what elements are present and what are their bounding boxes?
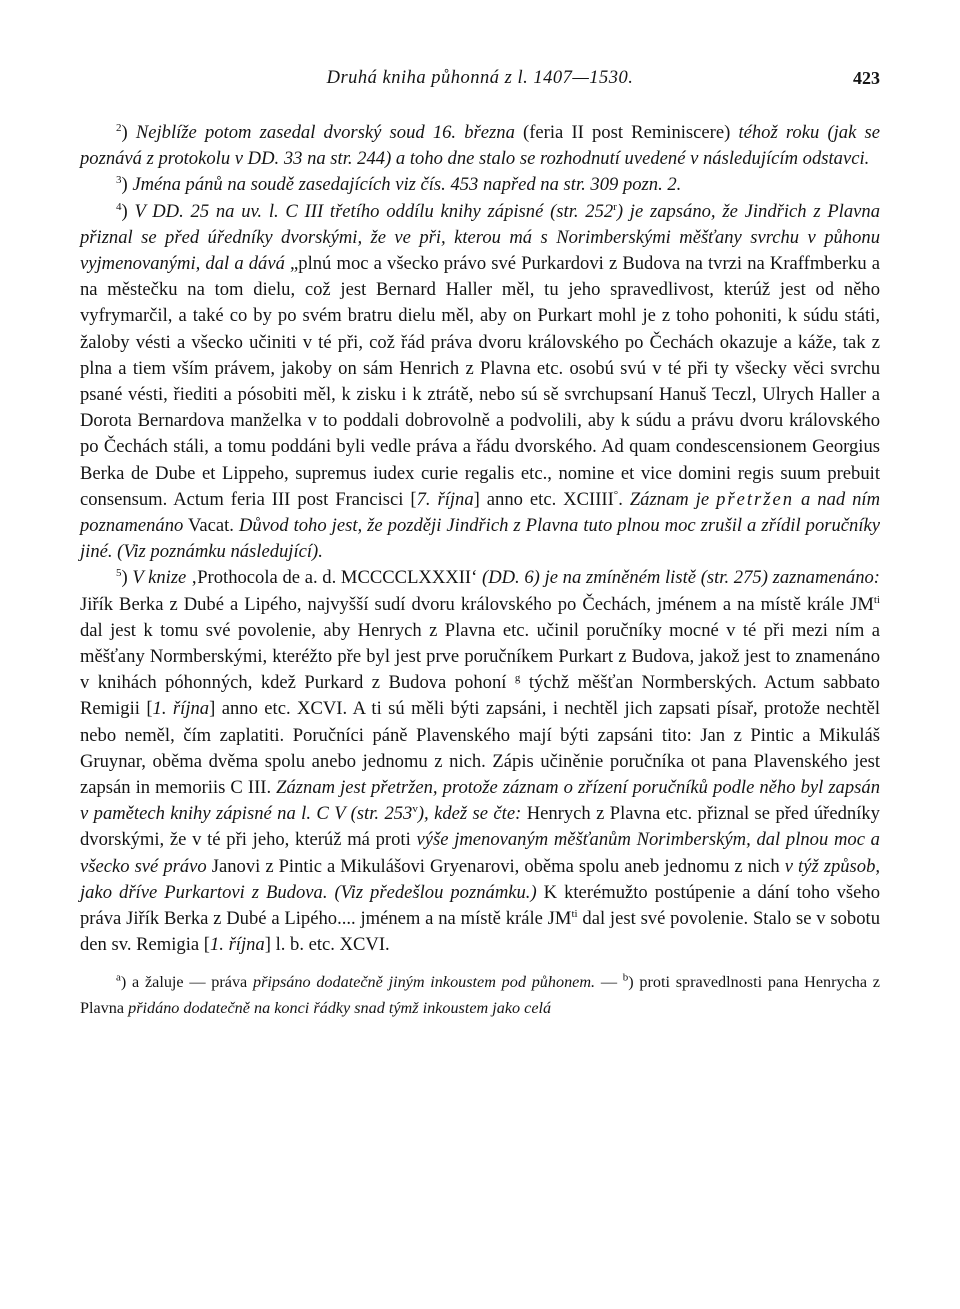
note-text: V knize — [132, 567, 187, 589]
quoted-record: ] l. b. etc. XCVI. — [264, 934, 390, 956]
note-text: ti — [571, 907, 578, 920]
date-note: 7. října — [416, 488, 474, 510]
note-text: . — [618, 488, 623, 510]
quoted-record: dal jest své povolenie. Stalo se v sobotu den sv. Remigia [ — [80, 908, 880, 956]
quoted-record: Janovi z Pintic a Mikulášovi Gryenarovi, oběma spolu aneb jednomu z nich — [211, 855, 780, 877]
footnote-mark: 2 — [116, 121, 122, 134]
note-text: Záznam je — [629, 488, 710, 510]
quoted-record: týchž měšťan Normberských. Actum sabbato Remigii [ — [80, 672, 880, 720]
quoted-record: „plnú moc a všecko právo své Purkardovi z Budova na tvrzi na Kraffmberku a na městečku na tom dielu, což jest Bernard Haller měl, tu jeho spravedlivost, kterúž jest od něho vyfrymarčil, a také co by po svém bratru dielu měl, aby on Purkart mohl je z toho pohoniti, k súdu státi, žaloby vésti a všecko učiniti v té při, což řád práva dvoru královského po Čechách okazuje a káže, tak z plna a tiem vším právem, jakoby on sám Henrich z Plavna etc. osobú svú v té při ty všecky věci svrchu psané vésti, řiediti a pósobiti měl, k zisku i k ztrátě, nebo sú sě svrchupsaní Hanuš Teczl, Ulrych Haller a Dorota Bernardova manželka v to poddali dobrovolně a podvolili, aby k súdu a právu dvoru královského po Čechách stáli, a tomu poddáni byli vedle práva a řádu dvorského. Ad quam condescensionem Georgius Berka de Dube et Lippeho, supremus iudex curie regalis etc., nomine et vice domini regis suum prebuit consensum. Actum feria III post Francisci [ — [80, 253, 881, 510]
note-text: (DD. 6) je na zmíněném listě (str. 275) zaznamenáno: — [482, 567, 881, 589]
page — [80, 68, 880, 1021]
quoted-record: K kterémužto postúpenie a dání toho všeho práva Jiřík Berka z Dubé a Lipého.... jménem a na místě krále JM — [80, 881, 881, 930]
footnote-4: $^4$) V DD. 25 na uv. l. C III třetího oddílu knihy zápisné (str. 252$^r$) je zapsáno, že Jindřich z Plavna přiznal se před úředníky dvorskými, že ve při, kterou má s Norimberskými měšťany svrchu v půhonu vyjmenovanými, dal a dává „plnú moc a všecko právo své Purkardovi z Budova na tvrzi na Kraffmberku a na městečku na tom dielu, což jest Bernard Haller měl, tu jeho spravedlivost, kterúž jest od něho vyfrymarčil, a také co by po svém bratru dielu měl, aby on Purkart mohl je z toho pohoniti, k súdu státi, žaloby vésti a všecko učiniti v té při, což řád práva dvoru královského po Čechách okazuje a káže, tak z plna a tiem vším právem, jakoby on sám Henrich z Plavna etc. osobú svú v té při ty všecky věci svrchu psané vésti, řiediti a pósobiti měl, k zisku i k ztrátě, nebo sú sě svrchupsaní Hanuš Teczl, Ulrych Haller a Dorota Bernardova manželka v to poddali dobrovolně a podvolili, aby k súdu a právu dvoru královského po Čechách stáli, a tomu poddáni byli vedle práva a řádu dvorského. Ad quam condescensionem Georgius Berka de Dube et Lippeho, supremus iudex curie regalis etc., nomine et vice domini regis suum prebuit consensum. Actum feria III post Francisci [7. října] anno etc. XCIIII°. Záznam je přetržen a nad ním poznamenáno Vacat. Důvod toho jest, že později Jindřich z Plavna tuto plnou moc zrušil a zřídil poručníky jiné. (Viz poznámku následující). — [80, 200, 881, 563]
note-text: ) je zapsáno, že Jindřich z Plavna přiznal se před úředníky dvorskými, že ve při, kterou má s Norimberskými měšťany svrchu v půhonu vyjmenovanými, dal a dává — [80, 200, 880, 275]
note-text: Nejblíže potom zasedal dvorský soud 16. března — [135, 122, 515, 143]
page-header — [80, 68, 880, 104]
note-text: v týž způsob, jako dříve Purkartovi z Budova. (Viz předešlou poznámku.) — [80, 855, 881, 903]
date-note: 1. října — [209, 934, 265, 956]
quoted-record: A ti sú měli býti zapsáni, i nechtěl jich zapsati písař, protože nechtěl nebo neměl, čím zaplatiti. Poručníci páně Plavenského mají býti zapsáni tito: Jan z Pintic a Mikuláš Gruynar, oběma dvěma spolu anebo jednomu z nich. Zápis učiněnie poručníka ot pana Plavenského jest zapsán in memoriis C III. — [80, 698, 881, 799]
footnote-2: $^2$) Nejblíže potom zasedal dvorský soud 16. března (feria II post Reminiscere) téhož roku (jak se poznává z protokolu v DD. 33 na str. 244) a toho dne stalo se rozhodnutí uvedené v následujícím odstavci. — [80, 121, 881, 170]
note-text: Důvod toho jest, že později Jindřich z Plavna tuto plnou moc zrušil a zřídil poručníky jiné. (Viz poznámku následující). — [80, 515, 881, 563]
footnote-mark: 3 — [116, 174, 122, 187]
critical-apparatus — [80, 969, 880, 1021]
note-text: ti — [873, 593, 880, 606]
page-number: 423 — [853, 68, 880, 88]
note-text: ), kdež se čte: — [417, 803, 522, 825]
note-text: V DD. 25 na uv. l. C III třetího oddílu knihy zápisné (str. 252 — [134, 200, 614, 222]
note-text: ° — [613, 488, 619, 501]
note-text: ‚Prothocola de a. d. MCCCCLXXXII‘ — [191, 567, 478, 589]
note-text: Záznam jest přetržen, protože záznam o zřízení poručníků podle něho byl zapsán v pamětech knihy zápisné na l. C V (str. 253 — [80, 777, 880, 825]
note-text: (feria II post Reminiscere) — [523, 122, 731, 143]
apparatus-text: ) a žaluje — práva — [120, 972, 248, 991]
note-text: a nad ním poznamenáno — [80, 488, 881, 537]
apparatus-text: přidáno dodatečně na konci řádky snad týmž inkoustem jako celá — [128, 998, 552, 1017]
quoted-record: ] anno etc. XCIIII — [473, 488, 614, 510]
date-note: 1. října — [152, 698, 210, 720]
apparatus-text: připsáno dodatečně jiným inkoustem pod půhonem. — [253, 972, 596, 991]
footnote-mark: 4 — [116, 200, 122, 213]
footnotes — [80, 120, 880, 959]
footnote-mark: 5 — [116, 567, 122, 580]
note-text: Vacat. — [188, 515, 234, 537]
apparatus-note — [80, 969, 880, 1021]
quoted-record: dal jest k tomu své povolenie, aby Henrych z Plavna etc. učinil poručníky mocné v té při mezi ním a měšťany Normberskými, kteréžto pře byl jest prve poručníkem Purkart z Budova, jakož jest to znamenáno v knihách póhonných, kdež Purkard z Budova pohoní — [80, 619, 880, 694]
apparatus-text: — — [600, 972, 618, 991]
note-text: téhož roku (jak se poznává z protokolu v DD. 33 na str. 244) a toho dne stalo se rozhodnutí uvedené v následujícím odstavci. — [80, 122, 881, 170]
quoted-record: ] anno etc. XCVI. — [209, 698, 348, 720]
note-text: Jména pánů na soudě zasedajících viz čís. 453 napřed na str. 309 pozn. 2. — [132, 174, 682, 196]
folio-side: r — [613, 200, 617, 213]
note-text: výše jmenovaným měšťanům Norimberským, dal plnou moc a všecko své právo — [80, 829, 880, 877]
quoted-record: Jiřík Berka z Dubé a Lipého, najvyšší sudí dvoru královského po Čechách, jménem a na místě krále JM — [80, 593, 874, 615]
note-text: přetržen — [716, 488, 795, 510]
apparatus-mark: g — [514, 672, 521, 685]
folio-side: v — [412, 803, 418, 816]
footnote-3: $^3$) Jména pánů na soudě zasedajících viz čís. 453 napřed na str. 309 pozn. 2. — [116, 174, 682, 196]
apparatus-mark: b — [622, 971, 629, 984]
apparatus-mark: a — [116, 971, 121, 984]
running-title: Druhá kniha půhonná z l. 1407—1530. — [326, 68, 634, 88]
footnote-5: $^5$) V knize ‚Prothocola de a. d. MCCCCLXXXII‘ (DD. 6) je na zmíněném listě (str. 275) zaznamenáno: Jiřík Berka z Dubé a Lipého, najvyšší sudí dvoru královského po Čechách, jménem a na místě krále $JM^{ti}$ dal jest k tomu své povolenie, aby Henrych z Plavna etc. učinil poručníky mocné v té při mezi ním a měšťany Normberskými, kteréžto pře byl jest prve poručníkem Purkart z Budova, jakož jest to znamenáno v knihách póhonných, kdež Purkard z Budova pohoní $^g$ týchž měšťan Normberských. Actum sabbato Remigii [1. října] anno etc. XCVI. A ti sú měli býti zapsáni, i nechtěl jich zapsati písař, protože nechtěl nebo neměl, čím zaplatiti. Poručníci páně Plavenského mají býti zapsáni tito: Jan z Pintic a Mikuláš Gruynar, oběma dvěma spolu anebo jednomu z nich. Zápis učiněnie poručníka ot pana Plavenského jest zapsán in memoriis C III. Záznam jest přetržen, protože záznam o zřízení poručníků podle něho byl zapsán v pamětech knihy zápisné na l. C V (str. 253$^v$), kdež se čte: Henrych z Plavna etc. přiznal se před úředníky dvorskými, že v té při jeho, kterúž má proti výše jmenovaným měšťanům Norimberským, dal plnou moc a všecko své právo Janovi z Pintic a Mikulášovi Gryenarovi, oběma spolu aneb jednomu z nich v týž způsob, jako dříve Purkartovi z Budova. (Viz předešlou poznámku.) K kterémužto postúpenie a dání toho všeho práva Jiřík Berka z Dubé a Lipého.... jménem a na místě krále $JM^{ti}$ dal jest své povolenie. Stalo se v sobotu den sv. Remigia [1. října] l. b. etc. XCVI. — [80, 567, 881, 956]
quoted-record: Henrych z Plavna etc. přiznal se před úředníky dvorskými, že v té při jeho, kterúž má proti — [80, 803, 880, 851]
apparatus-text: ) proti spravedlnosti pana Henrycha z Plavna — [80, 972, 880, 1017]
